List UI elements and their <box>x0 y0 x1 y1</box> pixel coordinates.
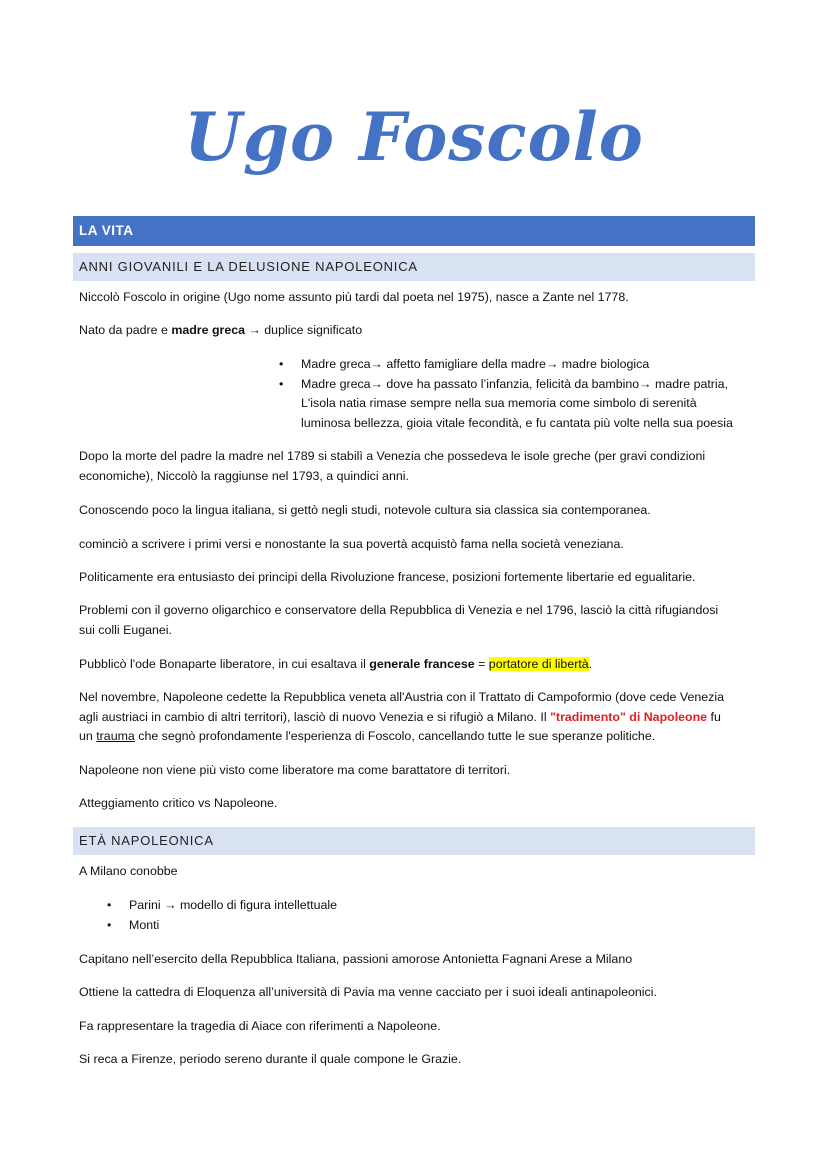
bullet-icon: • <box>107 898 112 912</box>
text-line: Dopo la morte del padre la madre nel 1789 si stabilì a Venezia che possedeva le isole greche (per gravi condizioni <box>79 449 706 463</box>
text-run: → duplice significato <box>245 323 363 337</box>
section-heading-la-vita: LA VITA <box>73 216 755 246</box>
paragraph-barattatore: Napoleone non viene più visto come liberatore ma come barattatore di territori. <box>79 763 511 777</box>
bold-madre-greca: madre greca <box>171 323 246 337</box>
subheading-anni-giovanili: ANNI GIOVANILI E LA DELUSIONE NAPOLEONICA <box>73 253 755 281</box>
red-tradimento: "tradimento" di Napoleone <box>550 709 708 724</box>
text-run: agli austriaci in cambio di altri territori), lasciò di nuovo Venezia e si rifugiò a Milano. Il <box>79 709 551 724</box>
text-run: che segnò profondamente l'esperienza di Foscolo, cancellando tutte le sue speranze politiche. <box>134 729 656 743</box>
bullet-icon: • <box>107 917 112 932</box>
paragraph-morte-padre <box>79 447 759 486</box>
underline-trauma: trauma <box>96 729 135 743</box>
subheading-eta-napoleonica: ETÀ NAPOLEONICA <box>73 827 755 855</box>
list-item-text: Monti <box>129 917 160 932</box>
list-item <box>279 375 733 434</box>
text-run: Nato da padre e <box>79 323 172 337</box>
page-title: Ugo Foscolo <box>184 98 644 176</box>
paragraph-capitano: Capitano nell’esercito della Repubblica Italiana, passioni amorose Antonietta Fagnani Arese a Milano <box>79 952 633 966</box>
text-run: . <box>588 657 593 671</box>
list-milano <box>107 896 337 935</box>
paragraph-studi: Conoscendo poco la lingua italiana, si gettò negli studi, notevole cultura sia classica sia contemporanea. <box>79 503 651 517</box>
list-item-text: Madre greca→ dove ha passato l’infanzia, felicità da bambino→ madre patria, <box>301 376 729 391</box>
paragraph-primi-versi: cominciò a scrivere i primi versi e nonostante la sua povertà acquistò fama nella società veneziana. <box>79 537 624 551</box>
text-run: un <box>79 729 97 743</box>
list-item <box>107 896 337 916</box>
paragraph-firenze: Si reca a Firenze, periodo sereno durante il quale compone le Grazie. <box>79 1052 462 1066</box>
bold-generale-francese: generale francese <box>369 657 475 671</box>
text-line: sui colli Euganei. <box>79 622 172 637</box>
text-line: economiche), Niccolò la raggiunse nel 1793, a quindici anni. <box>79 468 409 483</box>
paragraph-atteggiamento: Atteggiamento critico vs Napoleone. <box>79 796 278 810</box>
list-item <box>107 916 337 936</box>
paragraph-aiace: Fa rappresentare la tragedia di Aiace con riferimenti a Napoleone. <box>79 1019 441 1033</box>
text-line: Problemi con il governo oligarchico e conservatore della Repubblica di Venezia e nel 1796, lasciò la città rifugiandosi <box>79 603 719 617</box>
list-item-text: L'isola natia rimase sempre nella sua memoria come simbolo di serenità <box>301 396 697 410</box>
bullet-icon: • <box>279 376 284 391</box>
paragraph-milano: A Milano conobbe <box>79 864 178 878</box>
paragraph-rivoluzione: Politicamente era entusiasto dei principi della Rivoluzione francese, posizioni fortemente libertarie ed egualitarie. <box>79 570 696 584</box>
paragraph-nascita: Niccolò Foscolo in origine (Ugo nome assunto più tardi dal poeta nel 1975), nasce a Zante nel 1778. <box>79 290 629 304</box>
paragraph-madre-greca <box>79 321 759 341</box>
paragraph-problemi-governo <box>79 601 759 640</box>
bullet-icon: • <box>279 357 284 371</box>
list-item-text: Madre greca→ affetto famigliare della madre→ madre biologica <box>301 357 650 371</box>
highlight-portatore-liberta: portatore di libertà <box>488 657 589 671</box>
text-run: = <box>474 657 489 671</box>
text-run: Pubblicò l'ode Bonaparte liberatore, in cui esaltava il <box>79 657 370 671</box>
text-line: Nel novembre, Napoleone cedette la Repubblica veneta all'Austria con il Trattato di Campoformio (dove cede Venezia <box>79 690 724 704</box>
paragraph-campoformio <box>79 688 759 747</box>
paragraph-pavia: Ottiene la cattedra di Eloquenza all’università di Pavia ma venne cacciato per i suoi ideali antinapoleonici. <box>79 985 657 999</box>
list-madre-greca <box>279 355 733 433</box>
paragraph-ode-bonaparte <box>79 655 759 675</box>
list-item-text: luminosa bellezza, gioia vitale fecondità, e fu cantata più volte nella sua poesia <box>301 415 733 430</box>
list-item-text: Parini → modello di figura intellettuale <box>129 898 337 912</box>
list-item <box>279 355 733 375</box>
text-run: fu <box>707 709 721 724</box>
